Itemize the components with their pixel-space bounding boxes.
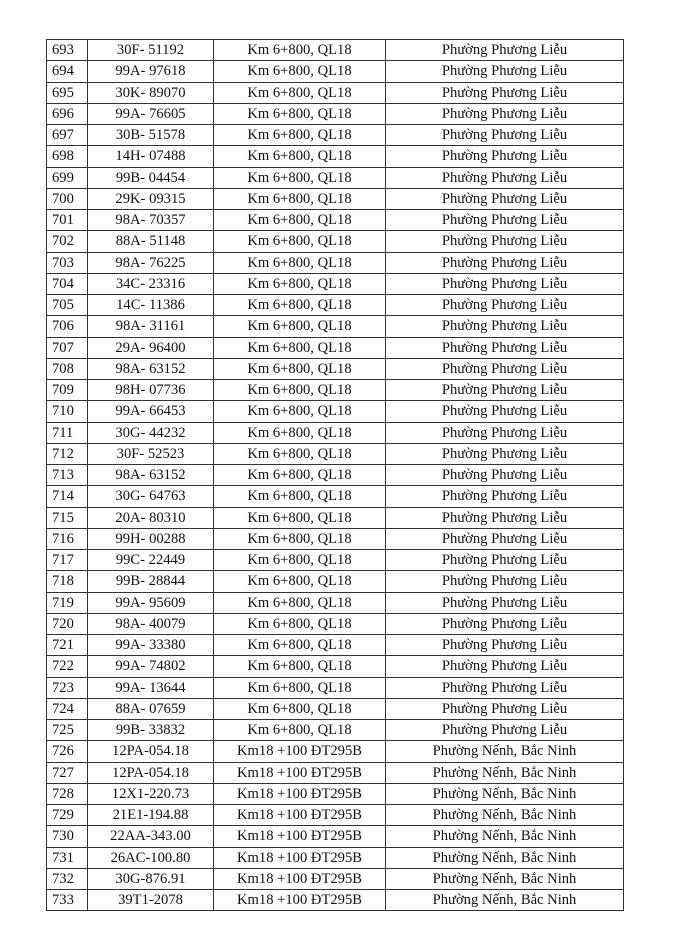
table-row bbox=[47, 550, 624, 571]
row-number-cell: 715 bbox=[47, 507, 88, 528]
ward-cell: Phường Phương Liễu bbox=[386, 337, 624, 358]
table-row bbox=[47, 528, 624, 549]
ward-cell: Phường Phương Liễu bbox=[386, 698, 624, 719]
ward-cell: Phường Phương Liễu bbox=[386, 720, 624, 741]
ward-cell: Phường Phương Liễu bbox=[386, 592, 624, 613]
row-number-cell: 717 bbox=[47, 550, 88, 571]
table-row bbox=[47, 401, 624, 422]
location-cell: Km 6+800, QL18 bbox=[214, 210, 386, 231]
table-row bbox=[47, 358, 624, 379]
row-number-cell: 714 bbox=[47, 486, 88, 507]
ward-cell: Phường Phương Liễu bbox=[386, 210, 624, 231]
table-row bbox=[47, 422, 624, 443]
location-cell: Km 6+800, QL18 bbox=[214, 125, 386, 146]
ward-cell: Phường Phương Liễu bbox=[386, 422, 624, 443]
location-cell: Km 6+800, QL18 bbox=[214, 720, 386, 741]
location-cell: Km 6+800, QL18 bbox=[214, 528, 386, 549]
license-plate-cell: 30B- 51578 bbox=[88, 125, 214, 146]
location-cell: Km 6+800, QL18 bbox=[214, 146, 386, 167]
license-plate-cell: 99A- 66453 bbox=[88, 401, 214, 422]
ward-cell: Phường Phương Liễu bbox=[386, 188, 624, 209]
row-number-cell: 720 bbox=[47, 613, 88, 634]
license-plate-cell: 99C- 22449 bbox=[88, 550, 214, 571]
license-plate-cell: 34C- 23316 bbox=[88, 273, 214, 294]
location-cell: Km 6+800, QL18 bbox=[214, 656, 386, 677]
row-number-cell: 707 bbox=[47, 337, 88, 358]
location-cell: Km18 +100 ĐT295B bbox=[214, 847, 386, 868]
table-row bbox=[47, 677, 624, 698]
row-number-cell: 728 bbox=[47, 783, 88, 804]
table-row bbox=[47, 805, 624, 826]
location-cell: Km 6+800, QL18 bbox=[214, 316, 386, 337]
ward-cell: Phường Phương Liễu bbox=[386, 401, 624, 422]
row-number-cell: 721 bbox=[47, 635, 88, 656]
table-row bbox=[47, 380, 624, 401]
license-plate-cell: 29A- 96400 bbox=[88, 337, 214, 358]
location-cell: Km18 +100 ĐT295B bbox=[214, 805, 386, 826]
ward-cell: Phường Nếnh, Bắc Ninh bbox=[386, 826, 624, 847]
license-plate-cell: 21E1-194.88 bbox=[88, 805, 214, 826]
license-plate-cell: 99A- 74802 bbox=[88, 656, 214, 677]
license-plate-cell: 98A- 63152 bbox=[88, 465, 214, 486]
row-number-cell: 696 bbox=[47, 103, 88, 124]
table-row bbox=[47, 125, 624, 146]
license-plate-cell: 99H- 00288 bbox=[88, 528, 214, 549]
row-number-cell: 725 bbox=[47, 720, 88, 741]
location-cell: Km 6+800, QL18 bbox=[214, 401, 386, 422]
location-cell: Km 6+800, QL18 bbox=[214, 295, 386, 316]
table-row bbox=[47, 635, 624, 656]
table-row bbox=[47, 720, 624, 741]
ward-cell: Phường Phương Liễu bbox=[386, 443, 624, 464]
location-cell: Km 6+800, QL18 bbox=[214, 252, 386, 273]
table-row bbox=[47, 656, 624, 677]
location-cell: Km 6+800, QL18 bbox=[214, 613, 386, 634]
row-number-cell: 733 bbox=[47, 890, 88, 911]
table-row bbox=[47, 252, 624, 273]
location-cell: Km18 +100 ĐT295B bbox=[214, 826, 386, 847]
location-cell: Km 6+800, QL18 bbox=[214, 273, 386, 294]
location-cell: Km 6+800, QL18 bbox=[214, 465, 386, 486]
table-row bbox=[47, 571, 624, 592]
ward-cell: Phường Phương Liễu bbox=[386, 40, 624, 61]
ward-cell: Phường Nếnh, Bắc Ninh bbox=[386, 783, 624, 804]
license-plate-cell: 98A- 76225 bbox=[88, 252, 214, 273]
license-plate-cell: 98A- 31161 bbox=[88, 316, 214, 337]
ward-cell: Phường Phương Liễu bbox=[386, 486, 624, 507]
location-cell: Km 6+800, QL18 bbox=[214, 635, 386, 656]
table-row bbox=[47, 868, 624, 889]
row-number-cell: 694 bbox=[47, 61, 88, 82]
location-cell: Km18 +100 ĐT295B bbox=[214, 868, 386, 889]
ward-cell: Phường Phương Liễu bbox=[386, 528, 624, 549]
ward-cell: Phường Phương Liễu bbox=[386, 380, 624, 401]
ward-cell: Phường Phương Liễu bbox=[386, 167, 624, 188]
table-row bbox=[47, 82, 624, 103]
row-number-cell: 698 bbox=[47, 146, 88, 167]
row-number-cell: 712 bbox=[47, 443, 88, 464]
table-row bbox=[47, 146, 624, 167]
ward-cell: Phường Phương Liễu bbox=[386, 656, 624, 677]
row-number-cell: 693 bbox=[47, 40, 88, 61]
location-cell: Km 6+800, QL18 bbox=[214, 40, 386, 61]
license-plate-cell: 12X1-220.73 bbox=[88, 783, 214, 804]
license-plate-cell: 88A- 07659 bbox=[88, 698, 214, 719]
ward-cell: Phường Phương Liễu bbox=[386, 358, 624, 379]
table-row bbox=[47, 890, 624, 911]
license-plate-cell: 99A- 13644 bbox=[88, 677, 214, 698]
table-row bbox=[47, 167, 624, 188]
row-number-cell: 699 bbox=[47, 167, 88, 188]
table-row bbox=[47, 592, 624, 613]
ward-cell: Phường Phương Liễu bbox=[386, 571, 624, 592]
table-row bbox=[47, 465, 624, 486]
table-row bbox=[47, 231, 624, 252]
location-cell: Km 6+800, QL18 bbox=[214, 380, 386, 401]
ward-cell: Phường Phương Liễu bbox=[386, 82, 624, 103]
license-plate-cell: 99A- 97618 bbox=[88, 61, 214, 82]
location-cell: Km 6+800, QL18 bbox=[214, 486, 386, 507]
license-plate-cell: 99A- 33380 bbox=[88, 635, 214, 656]
license-plate-cell: 99B- 33832 bbox=[88, 720, 214, 741]
location-cell: Km 6+800, QL18 bbox=[214, 167, 386, 188]
table-row bbox=[47, 210, 624, 231]
row-number-cell: 713 bbox=[47, 465, 88, 486]
table-body bbox=[47, 40, 624, 911]
location-cell: Km18 +100 ĐT295B bbox=[214, 762, 386, 783]
row-number-cell: 722 bbox=[47, 656, 88, 677]
table-row bbox=[47, 783, 624, 804]
location-cell: Km 6+800, QL18 bbox=[214, 103, 386, 124]
table-row bbox=[47, 741, 624, 762]
table-row bbox=[47, 337, 624, 358]
location-cell: Km 6+800, QL18 bbox=[214, 550, 386, 571]
license-plate-cell: 99B- 28844 bbox=[88, 571, 214, 592]
row-number-cell: 701 bbox=[47, 210, 88, 231]
location-cell: Km 6+800, QL18 bbox=[214, 337, 386, 358]
license-plate-cell: 98A- 70357 bbox=[88, 210, 214, 231]
table-row bbox=[47, 61, 624, 82]
row-number-cell: 711 bbox=[47, 422, 88, 443]
table-row bbox=[47, 40, 624, 61]
license-plate-cell: 30K- 89070 bbox=[88, 82, 214, 103]
license-plate-cell: 20A- 80310 bbox=[88, 507, 214, 528]
ward-cell: Phường Phương Liễu bbox=[386, 295, 624, 316]
license-plate-cell: 30G- 44232 bbox=[88, 422, 214, 443]
table-row bbox=[47, 273, 624, 294]
location-cell: Km18 +100 ĐT295B bbox=[214, 783, 386, 804]
ward-cell: Phường Phương Liễu bbox=[386, 677, 624, 698]
violations-table bbox=[46, 39, 624, 911]
ward-cell: Phường Phương Liễu bbox=[386, 273, 624, 294]
table-row bbox=[47, 486, 624, 507]
license-plate-cell: 30G- 64763 bbox=[88, 486, 214, 507]
license-plate-cell: 88A- 51148 bbox=[88, 231, 214, 252]
ward-cell: Phường Nếnh, Bắc Ninh bbox=[386, 847, 624, 868]
ward-cell: Phường Phương Liễu bbox=[386, 465, 624, 486]
location-cell: Km 6+800, QL18 bbox=[214, 82, 386, 103]
table-row bbox=[47, 103, 624, 124]
location-cell: Km 6+800, QL18 bbox=[214, 231, 386, 252]
ward-cell: Phường Phương Liễu bbox=[386, 231, 624, 252]
table-row bbox=[47, 613, 624, 634]
table-row bbox=[47, 698, 624, 719]
row-number-cell: 723 bbox=[47, 677, 88, 698]
location-cell: Km 6+800, QL18 bbox=[214, 422, 386, 443]
row-number-cell: 706 bbox=[47, 316, 88, 337]
row-number-cell: 719 bbox=[47, 592, 88, 613]
ward-cell: Phường Nếnh, Bắc Ninh bbox=[386, 890, 624, 911]
row-number-cell: 718 bbox=[47, 571, 88, 592]
ward-cell: Phường Phương Liễu bbox=[386, 252, 624, 273]
license-plate-cell: 99A- 76605 bbox=[88, 103, 214, 124]
table-row bbox=[47, 826, 624, 847]
license-plate-cell: 14C- 11386 bbox=[88, 295, 214, 316]
row-number-cell: 697 bbox=[47, 125, 88, 146]
table-row bbox=[47, 188, 624, 209]
ward-cell: Phường Phương Liễu bbox=[386, 635, 624, 656]
row-number-cell: 732 bbox=[47, 868, 88, 889]
ward-cell: Phường Phương Liễu bbox=[386, 550, 624, 571]
license-plate-cell: 12PA-054.18 bbox=[88, 741, 214, 762]
ward-cell: Phường Nếnh, Bắc Ninh bbox=[386, 805, 624, 826]
row-number-cell: 716 bbox=[47, 528, 88, 549]
table-row bbox=[47, 847, 624, 868]
license-plate-cell: 30G-876.91 bbox=[88, 868, 214, 889]
ward-cell: Phường Phương Liễu bbox=[386, 613, 624, 634]
license-plate-cell: 26AC-100.80 bbox=[88, 847, 214, 868]
location-cell: Km 6+800, QL18 bbox=[214, 358, 386, 379]
location-cell: Km 6+800, QL18 bbox=[214, 188, 386, 209]
location-cell: Km 6+800, QL18 bbox=[214, 61, 386, 82]
license-plate-cell: 30F- 51192 bbox=[88, 40, 214, 61]
license-plate-cell: 12PA-054.18 bbox=[88, 762, 214, 783]
table-row bbox=[47, 507, 624, 528]
location-cell: Km 6+800, QL18 bbox=[214, 571, 386, 592]
ward-cell: Phường Nếnh, Bắc Ninh bbox=[386, 868, 624, 889]
license-plate-cell: 39T1-2078 bbox=[88, 890, 214, 911]
row-number-cell: 729 bbox=[47, 805, 88, 826]
license-plate-cell: 99A- 95609 bbox=[88, 592, 214, 613]
table-row bbox=[47, 762, 624, 783]
location-cell: Km 6+800, QL18 bbox=[214, 698, 386, 719]
license-plate-cell: 29K- 09315 bbox=[88, 188, 214, 209]
license-plate-cell: 30F- 52523 bbox=[88, 443, 214, 464]
row-number-cell: 726 bbox=[47, 741, 88, 762]
ward-cell: Phường Phương Liễu bbox=[386, 61, 624, 82]
row-number-cell: 727 bbox=[47, 762, 88, 783]
location-cell: Km18 +100 ĐT295B bbox=[214, 890, 386, 911]
license-plate-cell: 98A- 63152 bbox=[88, 358, 214, 379]
ward-cell: Phường Nếnh, Bắc Ninh bbox=[386, 741, 624, 762]
row-number-cell: 731 bbox=[47, 847, 88, 868]
ward-cell: Phường Phương Liễu bbox=[386, 507, 624, 528]
row-number-cell: 724 bbox=[47, 698, 88, 719]
row-number-cell: 704 bbox=[47, 273, 88, 294]
location-cell: Km 6+800, QL18 bbox=[214, 507, 386, 528]
ward-cell: Phường Phương Liễu bbox=[386, 146, 624, 167]
row-number-cell: 695 bbox=[47, 82, 88, 103]
ward-cell: Phường Phương Liễu bbox=[386, 103, 624, 124]
row-number-cell: 730 bbox=[47, 826, 88, 847]
location-cell: Km 6+800, QL18 bbox=[214, 677, 386, 698]
row-number-cell: 710 bbox=[47, 401, 88, 422]
row-number-cell: 702 bbox=[47, 231, 88, 252]
license-plate-cell: 98H- 07736 bbox=[88, 380, 214, 401]
license-plate-cell: 14H- 07488 bbox=[88, 146, 214, 167]
ward-cell: Phường Nếnh, Bắc Ninh bbox=[386, 762, 624, 783]
table-row bbox=[47, 316, 624, 337]
license-plate-cell: 98A- 40079 bbox=[88, 613, 214, 634]
ward-cell: Phường Phương Liễu bbox=[386, 316, 624, 337]
ward-cell: Phường Phương Liễu bbox=[386, 125, 624, 146]
location-cell: Km 6+800, QL18 bbox=[214, 592, 386, 613]
location-cell: Km18 +100 ĐT295B bbox=[214, 741, 386, 762]
table-row bbox=[47, 443, 624, 464]
row-number-cell: 703 bbox=[47, 252, 88, 273]
license-plate-cell: 22AA-343.00 bbox=[88, 826, 214, 847]
license-plate-cell: 99B- 04454 bbox=[88, 167, 214, 188]
row-number-cell: 709 bbox=[47, 380, 88, 401]
location-cell: Km 6+800, QL18 bbox=[214, 443, 386, 464]
row-number-cell: 705 bbox=[47, 295, 88, 316]
table-row bbox=[47, 295, 624, 316]
row-number-cell: 700 bbox=[47, 188, 88, 209]
row-number-cell: 708 bbox=[47, 358, 88, 379]
